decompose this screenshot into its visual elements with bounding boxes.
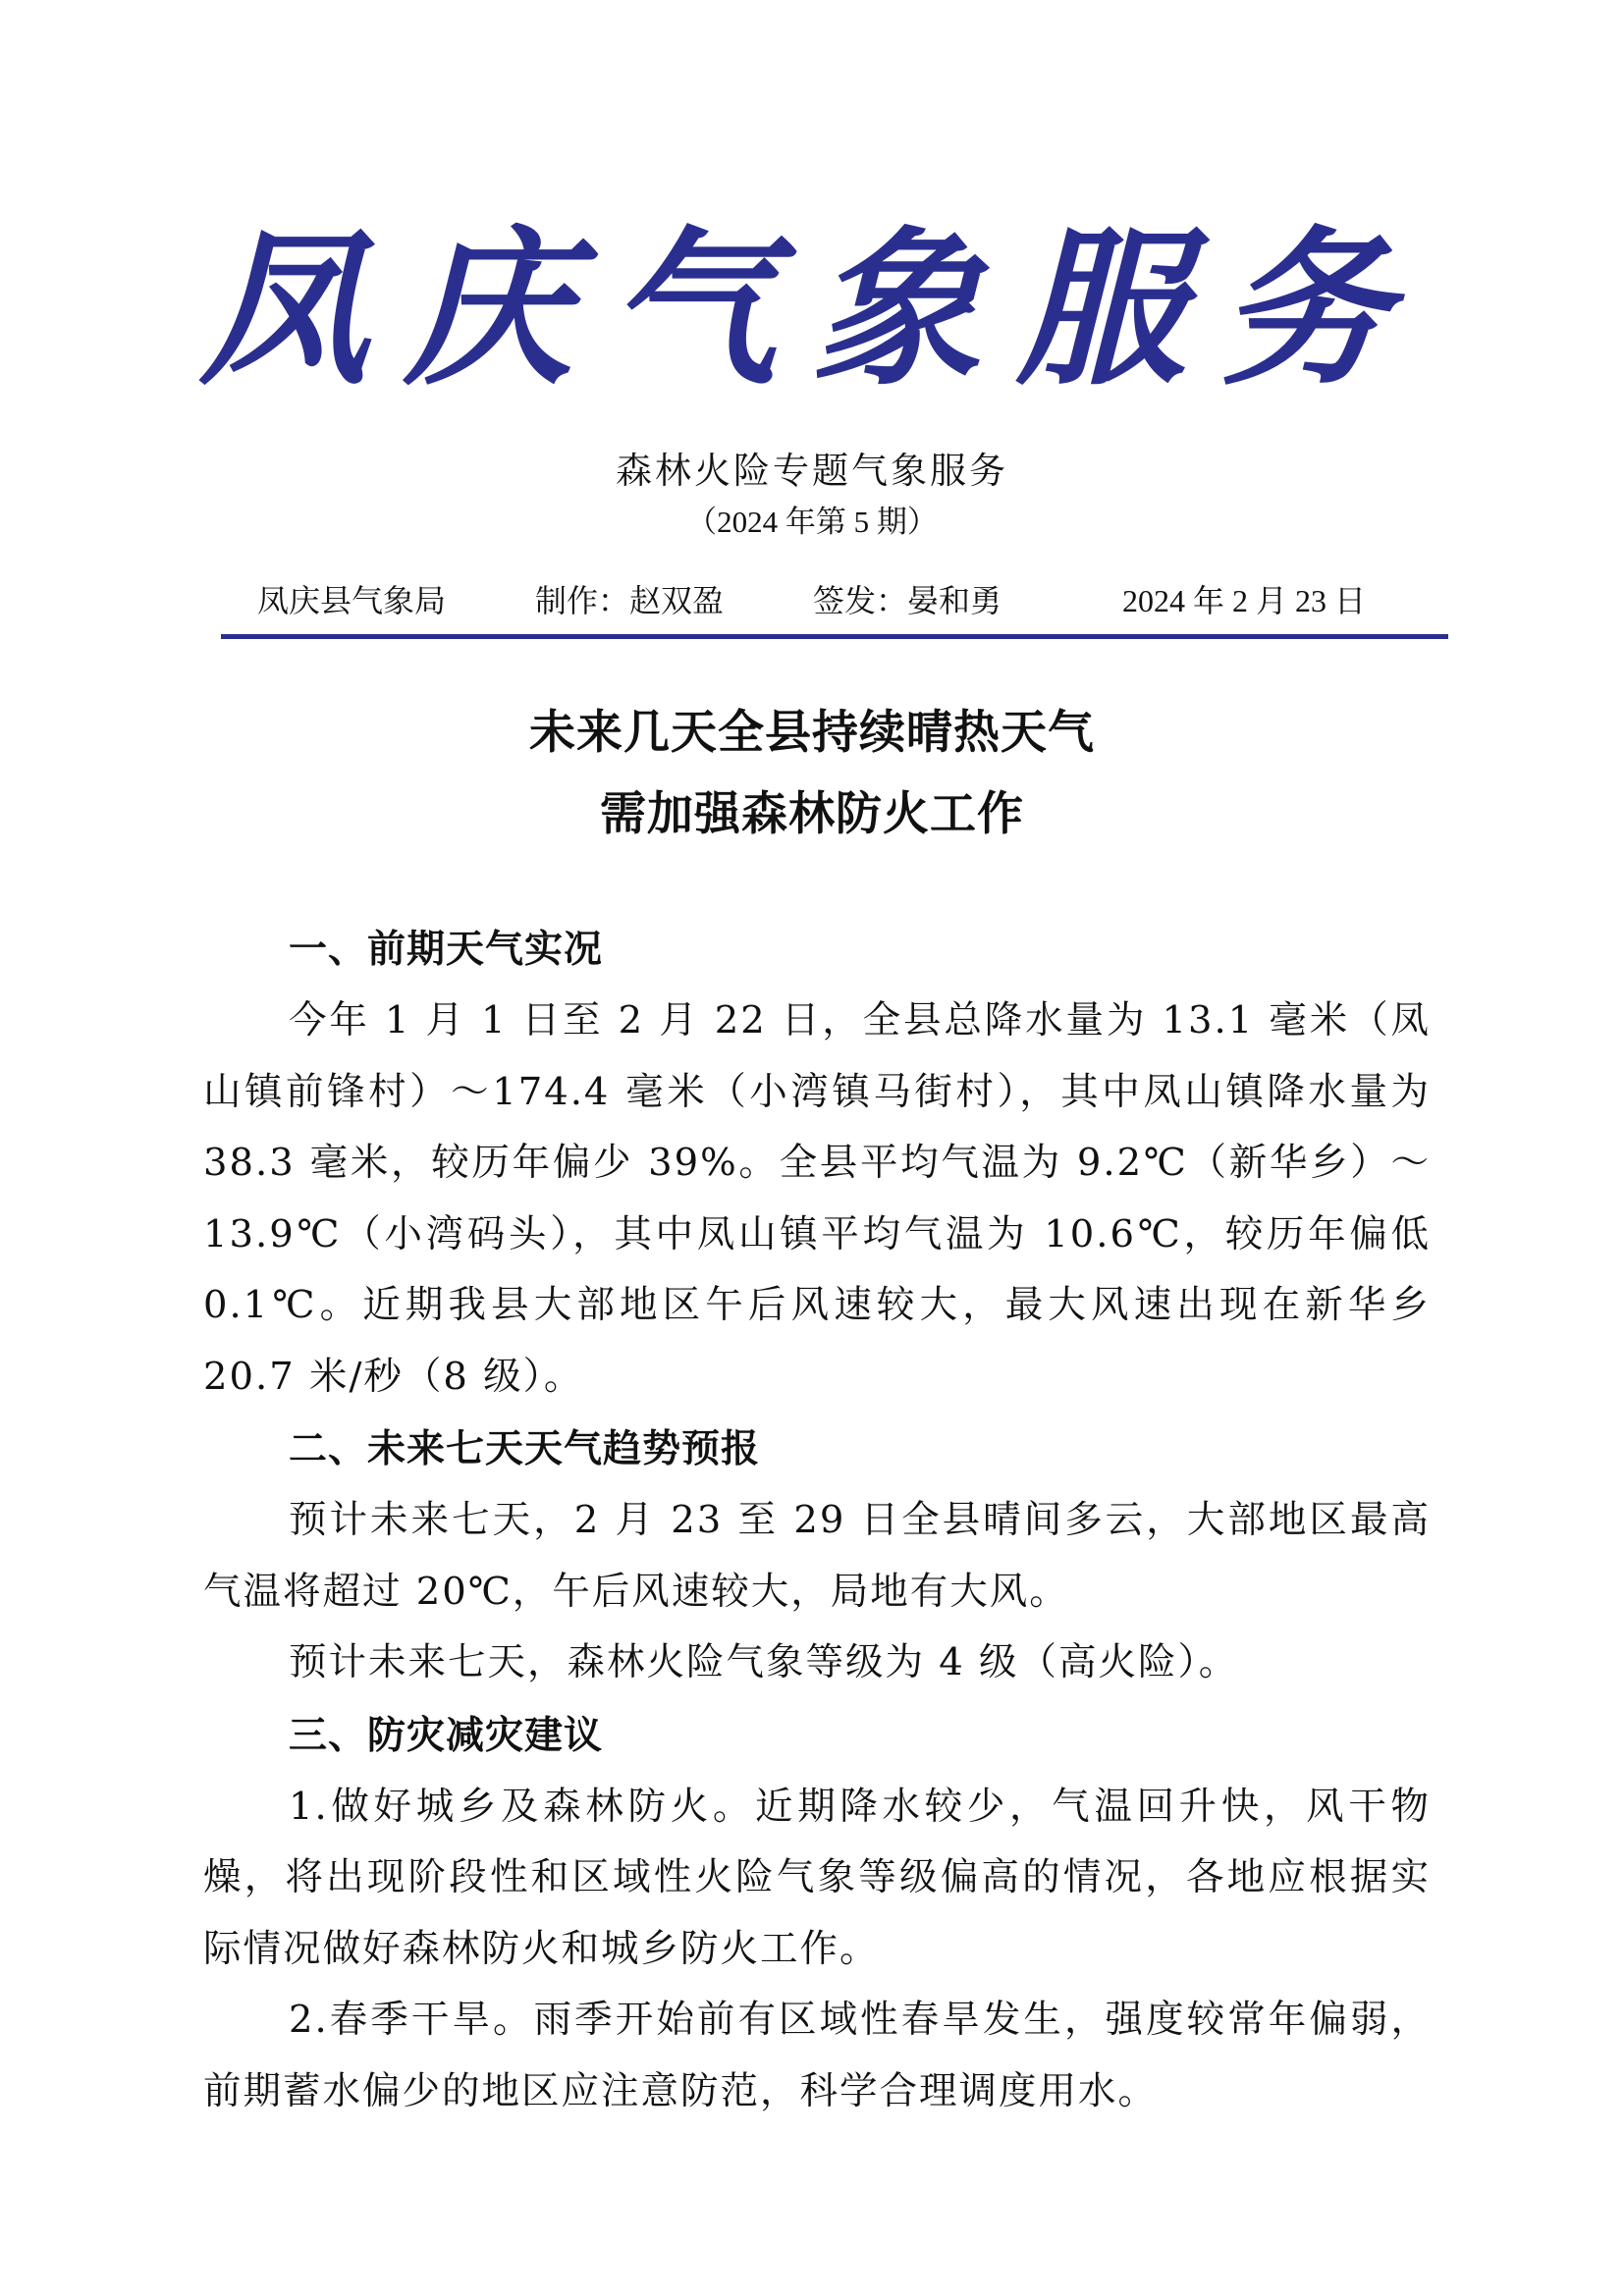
advice-paragraph-fire-prevention: 1.做好城乡及森林防火。近期降水较少，气温回升快，风干物燥，将出现阶段性和区域性火险气象等级偏高的情况，各地应根据实际情况做好森林防火和城乡防火工作。: [203, 1784, 1431, 1971]
fire-risk-paragraph: 预计未来七天，森林火险气象等级为 4 级（高火险）。: [289, 1640, 1239, 1684]
article-body: [203, 927, 1431, 2127]
advice-paragraph-drought: 2.春季干旱。雨季开始前有区域性春旱发生，强度较常年偏弱，前期蓄水偏少的地区应注意防范，科学合理调度用水。: [203, 1998, 1431, 2113]
section-heading-advice: 三、防灾减灾建议: [289, 1713, 604, 1758]
issue-date: 2024 年 2 月 23 日: [1122, 583, 1367, 618]
masthead-title: 凤庆气象服务: [199, 209, 1425, 408]
issue-number: （2024 年第 5 期）: [686, 505, 938, 539]
section-heading-forecast: 二、未来七天天气趋势预报: [289, 1427, 761, 1471]
observations-paragraph: 今年 1 月 1 日至 2 月 22 日，全县总降水量为 13.1 毫米（凤山镇前锋村）～174.4 毫米（小湾镇马街村），其中凤山镇降水量为 38.3 毫米，较历年偏少 39%。全县平均气温为 9.2℃（新华乡）～13.9℃（小湾码头），其中凤山镇平均气温为 10.6℃，较历年偏低 0.1℃。近期我县大部地区午后风速较大，最大风速出现在新华乡 20.7 米/秒（8 级）。: [203, 998, 1431, 1399]
headline-line-1: 未来几天全县持续晴热天气: [529, 706, 1095, 760]
section-heading-observations: 一、前期天气实况: [289, 928, 604, 972]
author-line: 制作：赵双盈: [535, 583, 725, 618]
headline-line-2: 需加强森林防火工作: [600, 787, 1024, 841]
bulletin-subtitle: 森林火险专题气象服务: [616, 450, 1008, 492]
header-divider: [221, 634, 1448, 639]
signer-line: 签发：晏和勇: [813, 583, 1002, 618]
forecast-paragraph: 预计未来七天，2 月 23 至 29 日全县晴间多云，大部地区最高气温将超过 20℃，午后风速较大，局地有大风。: [203, 1498, 1431, 1614]
issuing-organization: 凤庆县气象局: [257, 583, 447, 618]
